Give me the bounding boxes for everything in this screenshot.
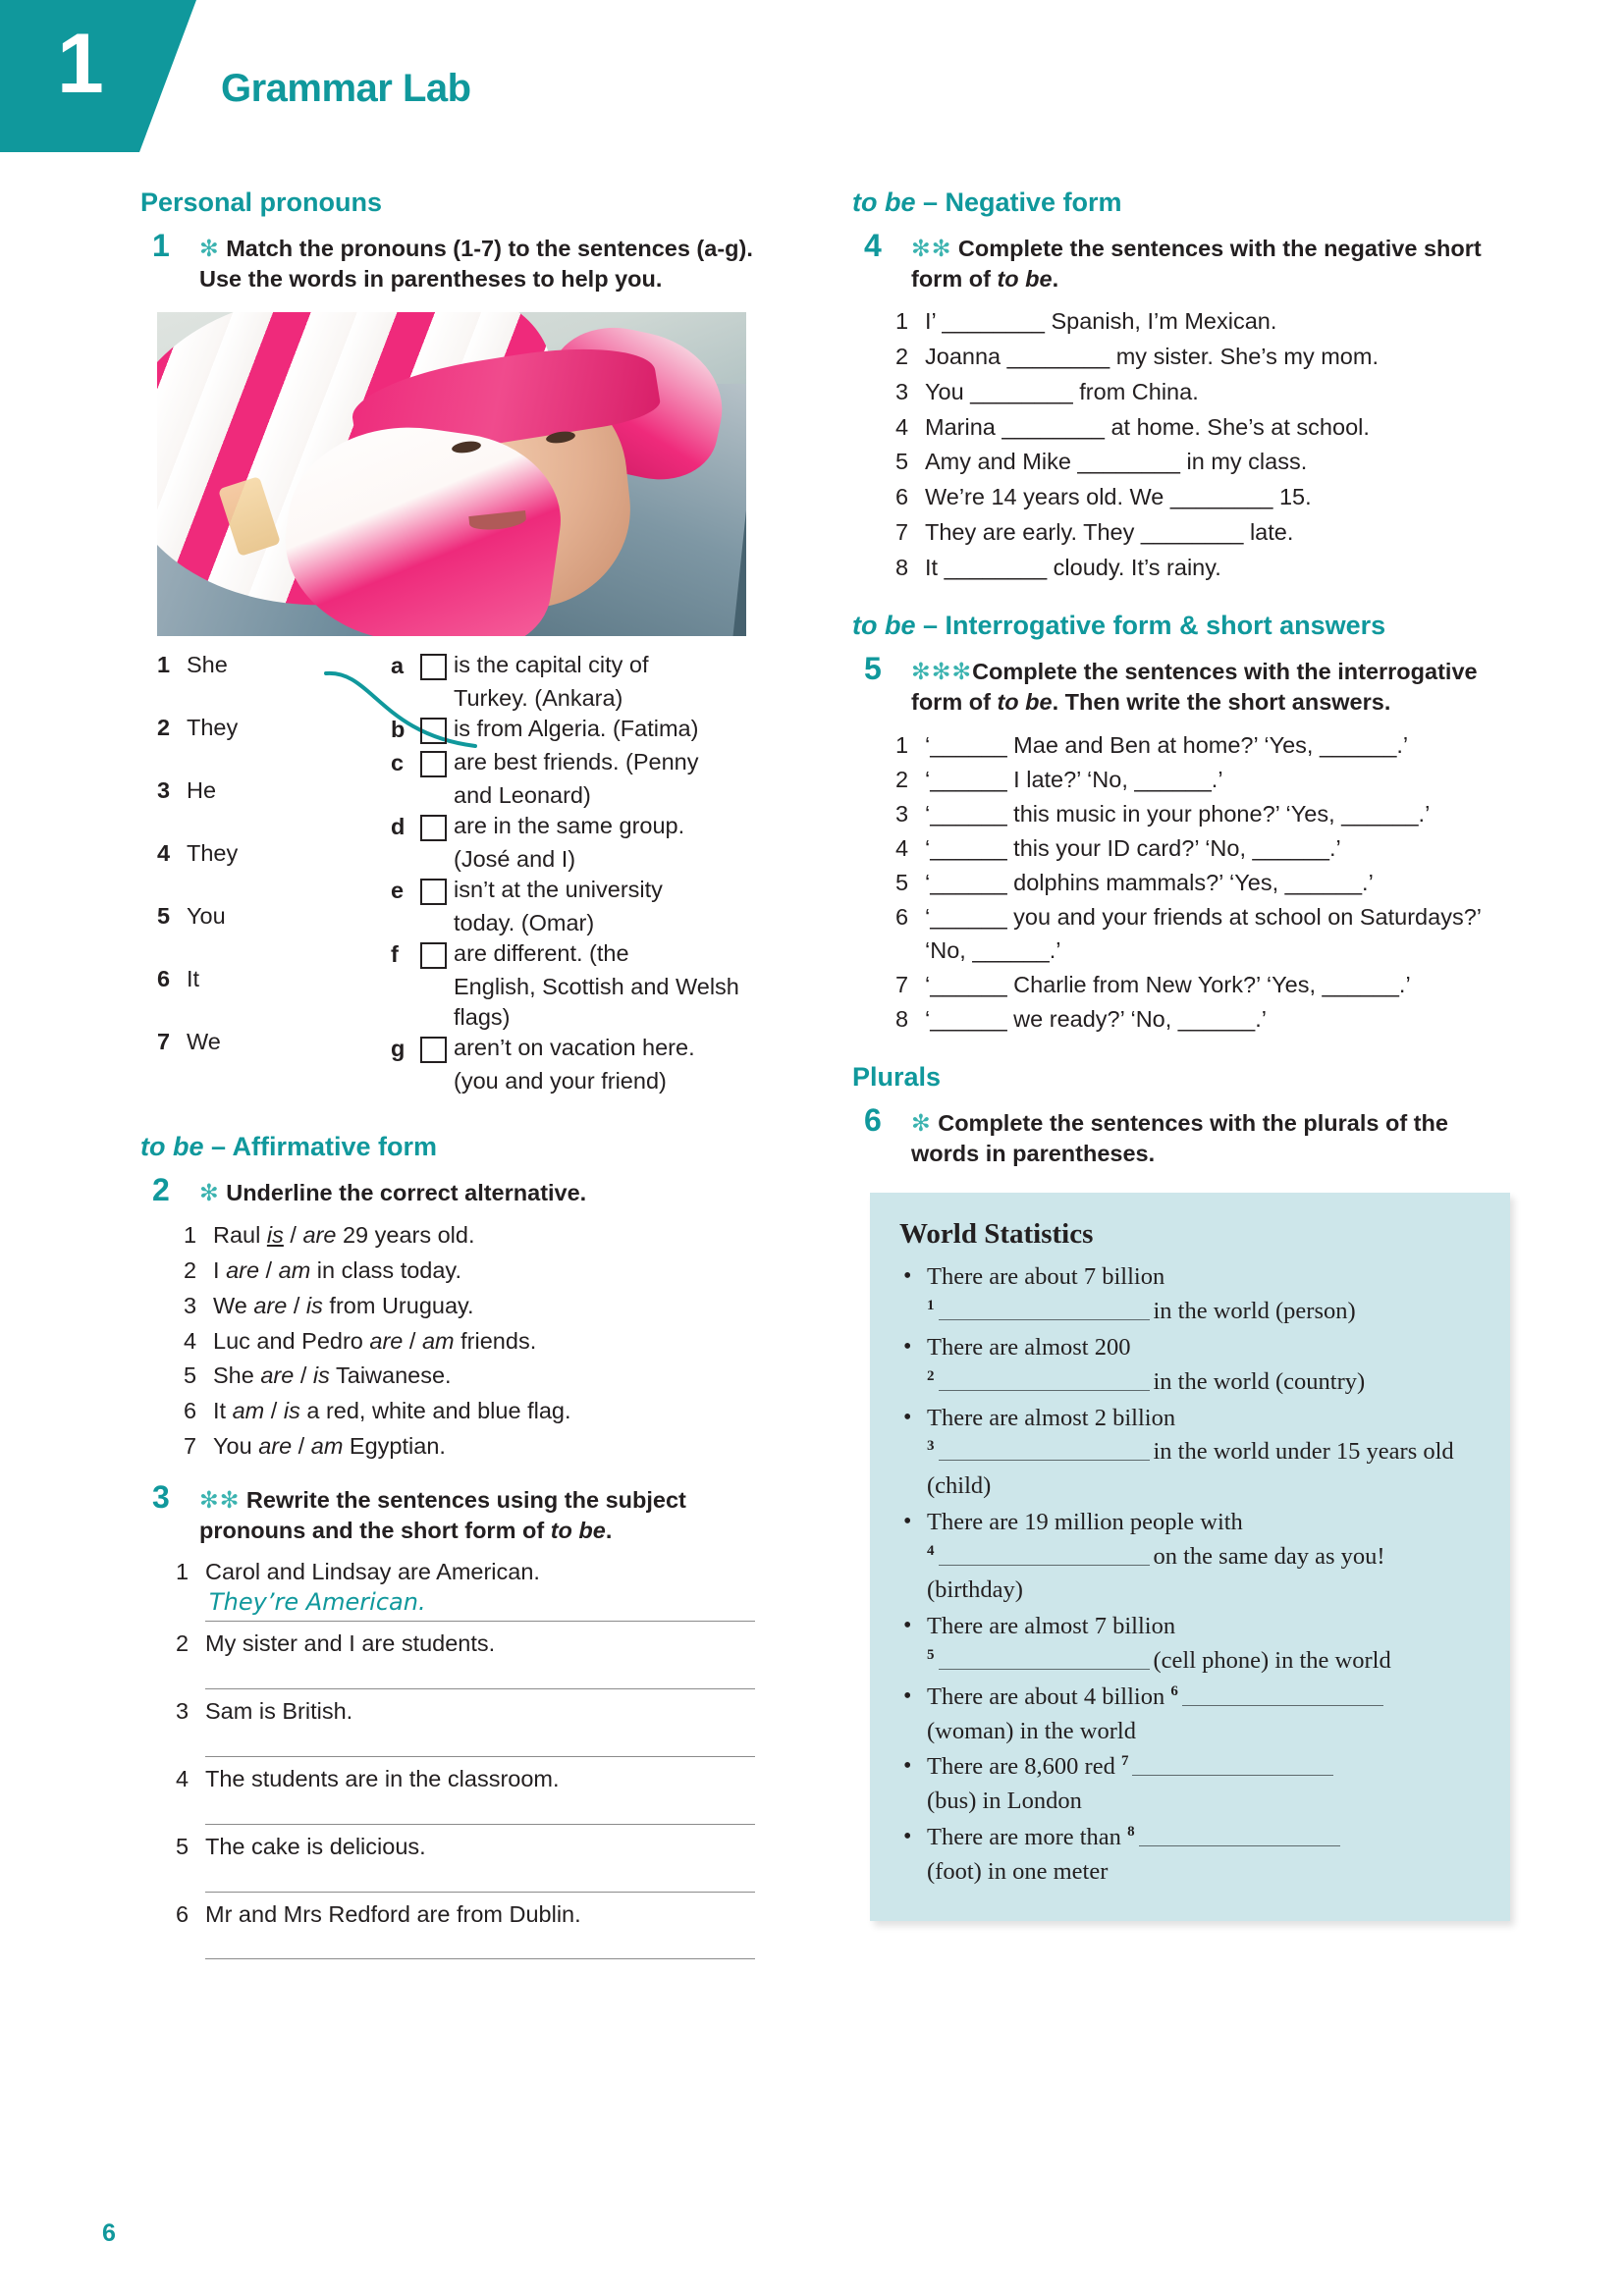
prompt-sentence xyxy=(176,1695,788,1728)
item-post: a red, white and blue flag. xyxy=(299,1398,571,1424)
alternative-b[interactable]: am xyxy=(310,1432,344,1459)
stats-pre: There are 8,600 red xyxy=(927,1753,1115,1781)
pronoun-item[interactable] xyxy=(157,650,353,713)
list-item[interactable] xyxy=(184,1254,788,1288)
item-text: Amy and Mike ________ in my class. xyxy=(925,449,1308,475)
write-item xyxy=(176,1628,788,1689)
option-letter: f xyxy=(391,941,399,968)
prompt-sentence xyxy=(176,1763,788,1795)
item-number: 6 xyxy=(184,1398,197,1424)
difficulty-stars-6: ✻ xyxy=(911,1109,932,1136)
item-pre: We xyxy=(213,1292,254,1318)
stats-post: in the world under 15 years old (child) xyxy=(927,1438,1454,1500)
exercise-5-instruction-italic: to be xyxy=(997,689,1053,716)
stats-post: (woman) in the world xyxy=(927,1717,1136,1744)
item-number: 6 xyxy=(176,1900,189,1927)
list-item[interactable] xyxy=(895,866,1512,899)
item-text: Marina ________ at home. She’s at school. xyxy=(925,413,1370,440)
item-text: I’ ________ Spanish, I’m Mexican. xyxy=(925,308,1277,335)
option-item[interactable] xyxy=(391,650,785,681)
stats-pre: There are almost 7 billion xyxy=(927,1613,1176,1640)
option-item[interactable] xyxy=(391,938,785,970)
alternative-b[interactable]: am xyxy=(278,1257,311,1284)
prompt-sentence xyxy=(176,1898,788,1931)
write-item xyxy=(176,1898,788,1960)
alternative-b[interactable]: is xyxy=(312,1362,330,1389)
pronoun-text: They xyxy=(187,715,239,741)
item-text: She are / is Taiwanese. xyxy=(213,1362,452,1389)
pronoun-number: 5 xyxy=(157,903,171,930)
exercise-2-instruction xyxy=(199,1178,788,1208)
exercise-3 xyxy=(140,1478,788,1547)
item-number: 3 xyxy=(184,1292,197,1318)
exercise-3-instruction-post: . xyxy=(605,1517,613,1543)
stats-item[interactable] xyxy=(899,1331,1481,1400)
blank-index: 5 xyxy=(927,1646,935,1663)
item-number: 8 xyxy=(895,1006,909,1033)
item-number: 3 xyxy=(176,1697,189,1724)
item-number: 5 xyxy=(184,1362,197,1389)
item-text: We’re 14 years old. We ________ 15. xyxy=(925,484,1312,510)
item-number: 2 xyxy=(176,1630,189,1656)
exercise-4-instruction-pre: Complete the sentences with the negative short form of xyxy=(911,235,1482,292)
item-text: The students are in the classroom. xyxy=(205,1765,560,1791)
item-number: 4 xyxy=(895,834,909,861)
item-text: Joanna ________ my sister. She’s my mom. xyxy=(925,344,1379,370)
item-number: 3 xyxy=(895,800,909,827)
blank-index: 2 xyxy=(927,1367,935,1384)
pronoun-item[interactable] xyxy=(157,838,353,901)
exercise-1-number: 1 xyxy=(152,227,170,263)
difficulty-stars-2: ✻ xyxy=(199,1180,220,1205)
exercise-4 xyxy=(852,227,1512,295)
alternative-b[interactable]: is xyxy=(305,1292,323,1318)
pronoun-list xyxy=(157,650,353,1090)
exercise-4-number: 4 xyxy=(864,227,882,263)
blank-index: 7 xyxy=(1120,1753,1129,1770)
item-number: 3 xyxy=(895,378,909,404)
exercise-5-instruction xyxy=(911,657,1512,719)
list-item[interactable] xyxy=(895,340,1512,374)
exercise-1-instruction-text: Match the pronouns (1-7) to the sentences (a-g). Use the words in parentheses to help you. xyxy=(199,235,753,292)
list-item[interactable] xyxy=(184,1289,788,1323)
item-text: The cake is delicious. xyxy=(205,1833,426,1859)
item-number: 6 xyxy=(895,903,909,930)
stats-pre: There are more than xyxy=(927,1823,1121,1850)
option-text: isn’t at the university xyxy=(454,877,663,903)
prompt-sentence xyxy=(176,1628,788,1660)
exercise-4-items xyxy=(895,304,1512,584)
item-number: 7 xyxy=(184,1432,197,1459)
section-heading-tobe-italic: to be xyxy=(140,1132,204,1162)
pronoun-text: We xyxy=(187,1029,221,1055)
difficulty-stars-1: ✻ xyxy=(199,235,220,261)
option-letter: g xyxy=(391,1036,406,1062)
section-heading-interrogative-rest: – Interrogative form & short answers xyxy=(915,611,1386,641)
item-pre: Raul xyxy=(213,1222,267,1249)
item-post: friends. xyxy=(454,1327,537,1354)
list-item[interactable] xyxy=(895,515,1512,550)
exercise-5-number: 5 xyxy=(864,651,882,687)
section-heading-affirmative-rest: – Affirmative form xyxy=(203,1132,438,1162)
matching-exercise xyxy=(157,650,785,1111)
item-text: ‘______ we ready?’ ‘No, ______.’ xyxy=(925,1006,1267,1033)
pronoun-number: 4 xyxy=(157,840,171,867)
item-text: Sam is British. xyxy=(205,1697,353,1724)
section-heading-interrogative xyxy=(852,610,1512,643)
item-text: You ________ from China. xyxy=(925,378,1199,404)
option-text: is the capital city of xyxy=(454,652,649,678)
pronoun-item[interactable] xyxy=(157,964,353,1027)
exercise-1 xyxy=(140,227,788,295)
answer-line[interactable] xyxy=(205,1930,755,1959)
exercise-3-instruction xyxy=(199,1485,788,1547)
exercise-3-items xyxy=(176,1556,788,1959)
exercise-6-number: 6 xyxy=(864,1101,882,1138)
list-item[interactable] xyxy=(184,1394,788,1428)
fill-blank[interactable] xyxy=(939,1369,1150,1391)
item-pre: Luc and Pedro xyxy=(213,1327,370,1354)
list-item[interactable] xyxy=(184,1218,788,1253)
option-letter: d xyxy=(391,814,406,840)
item-post: from Uruguay. xyxy=(322,1292,474,1318)
pronoun-number: 6 xyxy=(157,966,171,992)
item-text: ‘______ Charlie from New York?’ ‘Yes, ______.’ xyxy=(925,972,1411,998)
item-number: 1 xyxy=(184,1222,197,1249)
item-number: 1 xyxy=(895,308,909,335)
item-number: 4 xyxy=(184,1327,197,1354)
alternative-b[interactable]: am xyxy=(421,1327,455,1354)
pronoun-text: It xyxy=(187,966,200,992)
pronoun-text: You xyxy=(187,903,226,930)
item-pre: It xyxy=(213,1398,233,1424)
section-heading-personal-pronouns: Personal pronouns xyxy=(140,187,383,217)
option-letter: e xyxy=(391,878,405,904)
option-checkbox[interactable] xyxy=(420,815,447,841)
option-continuation: Turkey. (Ankara) xyxy=(454,685,623,712)
option-text: are best friends. (Penny xyxy=(454,749,699,775)
item-number: 2 xyxy=(895,344,909,370)
stats-pre: There are about 7 billion xyxy=(927,1263,1165,1291)
write-item xyxy=(176,1831,788,1893)
option-continuation: English, Scottish and Welsh flags) xyxy=(454,974,739,1031)
prompt-sentence xyxy=(176,1556,788,1588)
list-item[interactable] xyxy=(895,763,1512,796)
fill-blank[interactable] xyxy=(939,1648,1150,1670)
item-text: We are / is from Uruguay. xyxy=(213,1292,474,1318)
exercise-2-instruction-text: Underline the correct alternative. xyxy=(226,1180,587,1205)
blank-index: 8 xyxy=(1127,1823,1135,1840)
item-text: I are / am in class today. xyxy=(213,1257,461,1284)
item-number: 5 xyxy=(895,869,909,895)
item-number: 4 xyxy=(895,413,909,440)
list-item[interactable] xyxy=(895,304,1512,339)
exercise-3-instruction-italic: to be xyxy=(550,1517,606,1543)
fill-blank[interactable] xyxy=(1182,1684,1383,1706)
option-checkbox[interactable] xyxy=(420,942,447,969)
item-number: 1 xyxy=(895,731,909,758)
pronoun-number: 3 xyxy=(157,777,171,804)
item-text: ‘______ this your ID card?’ ‘No, ______.’ xyxy=(925,834,1341,861)
alternative-b[interactable]: is xyxy=(283,1398,300,1424)
exercise-2-number: 2 xyxy=(152,1172,170,1207)
stats-post: (foot) in one meter xyxy=(927,1857,1109,1885)
blank-index: 6 xyxy=(1170,1682,1178,1699)
option-item[interactable] xyxy=(391,1033,785,1064)
difficulty-stars-4: ✻✻ xyxy=(911,235,952,261)
list-item[interactable] xyxy=(895,831,1512,865)
item-number: 6 xyxy=(895,484,909,510)
exercise-6 xyxy=(852,1101,1512,1170)
exercise-4-instruction xyxy=(911,234,1512,295)
list-item[interactable] xyxy=(184,1359,788,1393)
exercise-5-instruction-pre: Complete the sentences with the interrogative form of xyxy=(911,659,1478,716)
write-item xyxy=(176,1556,788,1622)
exercise-2-items xyxy=(184,1218,788,1463)
list-item[interactable] xyxy=(895,797,1512,830)
write-item xyxy=(176,1695,788,1757)
blank-index: 1 xyxy=(927,1298,935,1314)
fill-blank[interactable] xyxy=(939,1299,1150,1320)
item-number: 2 xyxy=(184,1257,197,1284)
unit-number: 1 xyxy=(57,17,102,111)
item-number: 2 xyxy=(895,766,909,792)
exercise-5-instruction-post: . Then write the short answers. xyxy=(1052,689,1391,716)
alternative-a[interactable]: am xyxy=(232,1398,265,1424)
exercise-1-instruction xyxy=(199,234,788,295)
section-heading-affirmative xyxy=(140,1131,788,1164)
option-item[interactable] xyxy=(391,811,785,842)
item-text: Luc and Pedro are / am friends. xyxy=(213,1327,537,1354)
pronoun-text: She xyxy=(187,652,228,678)
pronoun-item[interactable] xyxy=(157,713,353,775)
alternative-a[interactable]: are xyxy=(260,1362,295,1389)
answer-line[interactable] xyxy=(205,1728,755,1757)
section-heading-tobe-italic: to be xyxy=(852,187,916,217)
option-list xyxy=(391,650,785,1096)
stats-post: (bus) in London xyxy=(927,1788,1082,1815)
item-text: Carol and Lindsay are American. xyxy=(205,1559,540,1585)
section-heading-plurals: Plurals xyxy=(852,1062,942,1093)
stats-box-title: World Statistics xyxy=(899,1218,1094,1251)
blank-index: 3 xyxy=(927,1438,935,1455)
option-letter: b xyxy=(391,717,406,743)
option-continuation: and Leonard) xyxy=(454,782,591,809)
list-item[interactable] xyxy=(895,1002,1512,1036)
item-number: 1 xyxy=(176,1559,189,1585)
student-photo xyxy=(157,312,746,636)
exercise-6-instruction xyxy=(911,1108,1512,1170)
list-item[interactable] xyxy=(895,968,1512,1001)
stats-item[interactable] xyxy=(899,1610,1481,1679)
stats-item[interactable] xyxy=(899,1681,1481,1749)
stats-pre: There are about 4 billion xyxy=(927,1682,1165,1710)
option-letter: c xyxy=(391,750,405,776)
page-number: 6 xyxy=(102,2219,116,2247)
pronoun-text: They xyxy=(187,840,239,867)
item-text: Raul is / are 29 years old. xyxy=(213,1222,475,1249)
stats-item[interactable] xyxy=(899,1750,1481,1819)
exercise-3-number: 3 xyxy=(152,1478,170,1515)
list-item[interactable] xyxy=(895,551,1512,585)
option-continuation: (José and I) xyxy=(454,846,576,873)
difficulty-stars-5: ✻✻✻ xyxy=(911,659,973,685)
option-text: are in the same group. xyxy=(454,813,685,839)
option-continuation: (you and your friend) xyxy=(454,1068,667,1095)
option-item[interactable] xyxy=(391,714,785,745)
item-post: in class today. xyxy=(310,1257,461,1284)
alternative-a[interactable]: is xyxy=(266,1222,284,1249)
pronoun-number: 7 xyxy=(157,1029,171,1055)
item-text: You are / am Egyptian. xyxy=(213,1432,446,1459)
item-text: ‘______ this music in your phone?’ ‘Yes, ______.’ xyxy=(925,800,1431,827)
option-checkbox[interactable] xyxy=(420,1037,447,1063)
item-post: 29 years old. xyxy=(336,1222,475,1249)
item-number: 5 xyxy=(895,449,909,475)
option-continuation: today. (Omar) xyxy=(454,910,595,936)
option-checkbox[interactable] xyxy=(420,654,447,680)
item-pre: I xyxy=(213,1257,227,1284)
list-item[interactable] xyxy=(184,1324,788,1359)
item-post: Taiwanese. xyxy=(329,1362,452,1389)
pronoun-item[interactable] xyxy=(157,775,353,838)
fill-blank[interactable] xyxy=(939,1439,1150,1461)
item-post: Egyptian. xyxy=(343,1432,446,1459)
stats-post: in the world (country) xyxy=(1153,1367,1366,1395)
pronoun-item[interactable] xyxy=(157,901,353,964)
list-item[interactable] xyxy=(895,728,1512,762)
stats-post: in the world (person) xyxy=(1153,1298,1356,1325)
prompt-sentence xyxy=(176,1831,788,1863)
section-heading-negative xyxy=(852,187,1512,220)
list-item[interactable] xyxy=(895,480,1512,514)
option-item[interactable] xyxy=(391,875,785,906)
pronoun-text: He xyxy=(187,777,217,804)
alternative-b[interactable]: are xyxy=(302,1222,337,1249)
left-column xyxy=(140,187,788,1965)
world-statistics-box xyxy=(870,1193,1510,1920)
item-text: ‘______ you and your friends at school on Saturdays?’ ‘No, ______.’ xyxy=(925,903,1482,963)
exercise-2 xyxy=(140,1172,788,1208)
difficulty-stars-3: ✻✻ xyxy=(199,1486,241,1513)
right-column xyxy=(852,187,1512,1921)
list-item[interactable] xyxy=(184,1429,788,1464)
blank-index: 4 xyxy=(927,1542,935,1559)
stats-pre: There are 19 million people with xyxy=(927,1508,1243,1535)
item-pre: She xyxy=(213,1362,261,1389)
page-title: Grammar Lab xyxy=(221,67,471,110)
stats-items xyxy=(899,1260,1481,1889)
item-text: My sister and I are students. xyxy=(205,1630,496,1656)
item-number: 7 xyxy=(895,518,909,545)
exercise-4-instruction-italic: to be xyxy=(997,266,1053,292)
alternative-a[interactable]: are xyxy=(226,1257,260,1284)
fill-blank[interactable] xyxy=(1132,1754,1333,1776)
stats-post: (cell phone) in the world xyxy=(1153,1647,1391,1675)
option-checkbox[interactable] xyxy=(420,751,447,777)
fill-blank[interactable] xyxy=(1139,1825,1340,1846)
item-pre: You xyxy=(213,1432,259,1459)
stats-pre: There are almost 200 xyxy=(927,1334,1131,1361)
exercise-5-items xyxy=(895,728,1512,1037)
alternative-a[interactable]: are xyxy=(258,1432,293,1459)
exercise-6-instruction-text: Complete the sentences with the plurals of the words in parentheses. xyxy=(911,1109,1448,1167)
exercise-5 xyxy=(852,651,1512,719)
fill-blank[interactable] xyxy=(939,1544,1150,1566)
section-heading-negative-rest: – Negative form xyxy=(915,187,1122,217)
pronoun-number: 2 xyxy=(157,715,171,741)
stats-post: on the same day as you! (birthday) xyxy=(927,1542,1385,1604)
stats-pre: There are almost 2 billion xyxy=(927,1404,1176,1431)
item-text: They are early. They ________ late. xyxy=(925,518,1294,545)
item-number: 8 xyxy=(895,554,909,580)
section-heading-tobe-italic: to be xyxy=(852,611,916,641)
option-text: are different. (the xyxy=(454,940,629,967)
option-checkbox[interactable] xyxy=(420,718,447,744)
option-item[interactable] xyxy=(391,747,785,778)
item-text: ‘______ dolphins mammals?’ ‘Yes, ______.’ xyxy=(925,869,1374,895)
item-text: It am / is a red, white and blue flag. xyxy=(213,1398,571,1424)
exercise-4-instruction-post: . xyxy=(1052,266,1059,292)
list-item[interactable] xyxy=(895,445,1512,479)
item-number: 7 xyxy=(895,972,909,998)
answer-line[interactable] xyxy=(205,1863,755,1893)
item-text: Mr and Mrs Redford are from Dublin. xyxy=(205,1900,581,1927)
alternative-a[interactable]: are xyxy=(369,1327,404,1354)
item-text: ‘______ I late?’ ‘No, ______.’ xyxy=(925,766,1223,792)
item-number: 4 xyxy=(176,1765,189,1791)
list-item[interactable] xyxy=(895,410,1512,445)
answer-line[interactable] xyxy=(205,1795,755,1825)
stats-item[interactable] xyxy=(899,1260,1481,1329)
stats-item[interactable] xyxy=(899,1506,1481,1608)
option-checkbox[interactable] xyxy=(420,879,447,905)
item-number: 5 xyxy=(176,1833,189,1859)
pronoun-number: 1 xyxy=(157,652,171,678)
answer-line[interactable] xyxy=(205,1660,755,1689)
option-text: aren’t on vacation here. xyxy=(454,1035,695,1061)
alternative-a[interactable]: are xyxy=(253,1292,288,1318)
option-letter: a xyxy=(391,653,405,679)
item-text: It ________ cloudy. It’s rainy. xyxy=(925,554,1221,580)
stats-item[interactable] xyxy=(899,1402,1481,1504)
write-item xyxy=(176,1763,788,1825)
option-text: is from Algeria. (Fatima) xyxy=(454,716,699,742)
list-item[interactable] xyxy=(895,900,1512,967)
exercise-3-instruction-pre: Rewrite the sentences using the subject pronouns and the short form of xyxy=(199,1486,686,1543)
item-text: ‘______ Mae and Ben at home?’ ‘Yes, ______.’ xyxy=(925,731,1409,758)
pronoun-item[interactable] xyxy=(157,1027,353,1090)
stats-item[interactable] xyxy=(899,1821,1481,1890)
list-item[interactable] xyxy=(895,375,1512,409)
handwritten-answer[interactable]: They’re American. xyxy=(205,1588,755,1622)
